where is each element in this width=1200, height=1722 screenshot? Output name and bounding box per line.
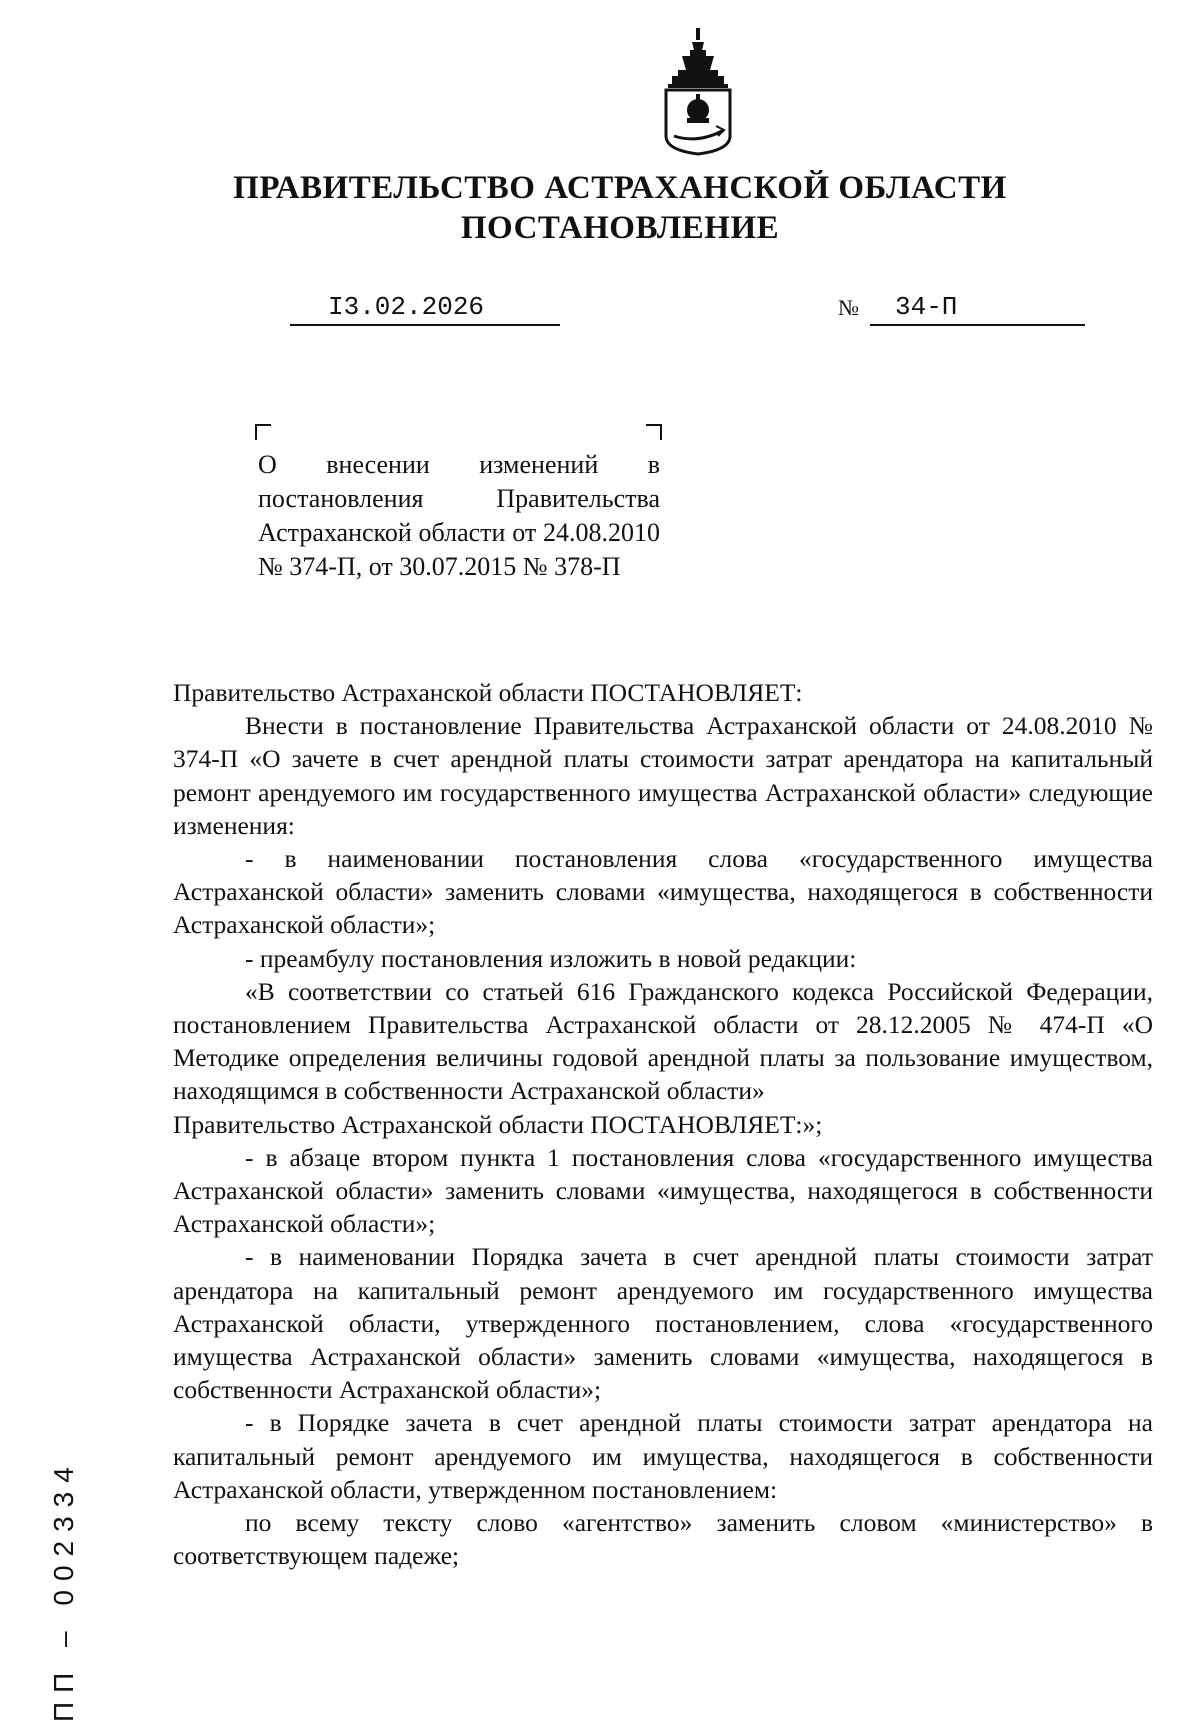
document-body: [173, 676, 1153, 1572]
body-paragraph: - в наименовании постановления слова «государственного имущества Астраханской области» заменить словами «имущества, находящегося в собственности Астраханской области»;: [173, 844, 1153, 940]
subject-bracket-right: [646, 424, 662, 440]
subject-bracket-left: [255, 424, 271, 440]
date-field: [290, 290, 560, 326]
body-paragraph: по всему тексту слово «агентство» заменить словом «министерство» в соответствующем падеже;: [173, 1508, 1153, 1571]
document-date: I3.02.2026: [328, 292, 485, 322]
body-paragraph: - в Порядке зачета в счет арендной платы стоимости затрат арендатора на капитальный ремонт арендуемого им имущества, находящегося в собственности Астраханской области, утвержденном постановлением:: [173, 1408, 1153, 1504]
number-sign: №: [838, 295, 859, 320]
document-type-title: ПОСТАНОВЛЕНИЕ: [460, 210, 780, 246]
document-number: 34-П: [895, 292, 958, 322]
document-subject: О внесении изменений в постановления Правительства Астраханской области от 24.08.2010 № 374-П, от 30.07.2015 № 378-П: [258, 450, 660, 581]
body-paragraph: - в наименовании Порядка зачета в счет арендной платы стоимости затрат арендатора на капитальный ремонт арендуемого им государственного имущества Астраханской области, утвержденного постановлением, слова «государственного имущества Астраханской области» заменить словами «имущества, находящегося в собственности Астраханской области»;: [173, 1242, 1153, 1405]
body-paragraph: - в абзаце втором пункта 1 постановления слова «государственного имущества Астраханской области» заменить словами «имущества, находящегося в собственности Астраханской области»;: [173, 1142, 1153, 1239]
government-title: ПРАВИТЕЛЬСТВО АСТРАХАНСКОЙ ОБЛАСТИ: [233, 170, 1007, 206]
number-field: [870, 290, 1085, 326]
body-paragraph: - преамбулу постановления изложить в новой редакции:: [245, 943, 857, 973]
body-paragraph: «В соответствии со статьей 616 Гражданского кодекса Российской Федерации, постановлением Правительства Астраханской области от 28.12.2005 № 474-П «О Методике определения величины годовой арендной платы за пользование имуществом, находящимся в собственности Астраханской области»: [173, 976, 1153, 1106]
serial-number: ПП – 002334: [48, 1458, 79, 1722]
body-paragraph: Правительство Астраханской области ПОСТАНОВЛЯЕТ:»;: [173, 1109, 823, 1139]
body-paragraph: Внести в постановление Правительства Астраханской области от 24.08.2010 № 374-П «О зачете в счет арендной платы стоимости затрат арендатора на капитальный ремонт арендуемого им государственного имущества Астраханской области» следующие изменения:: [173, 711, 1153, 840]
coat-of-arms-icon: [658, 26, 738, 156]
body-paragraph: Правительство Астраханской области ПОСТАНОВЛЯЕТ:: [173, 678, 803, 707]
